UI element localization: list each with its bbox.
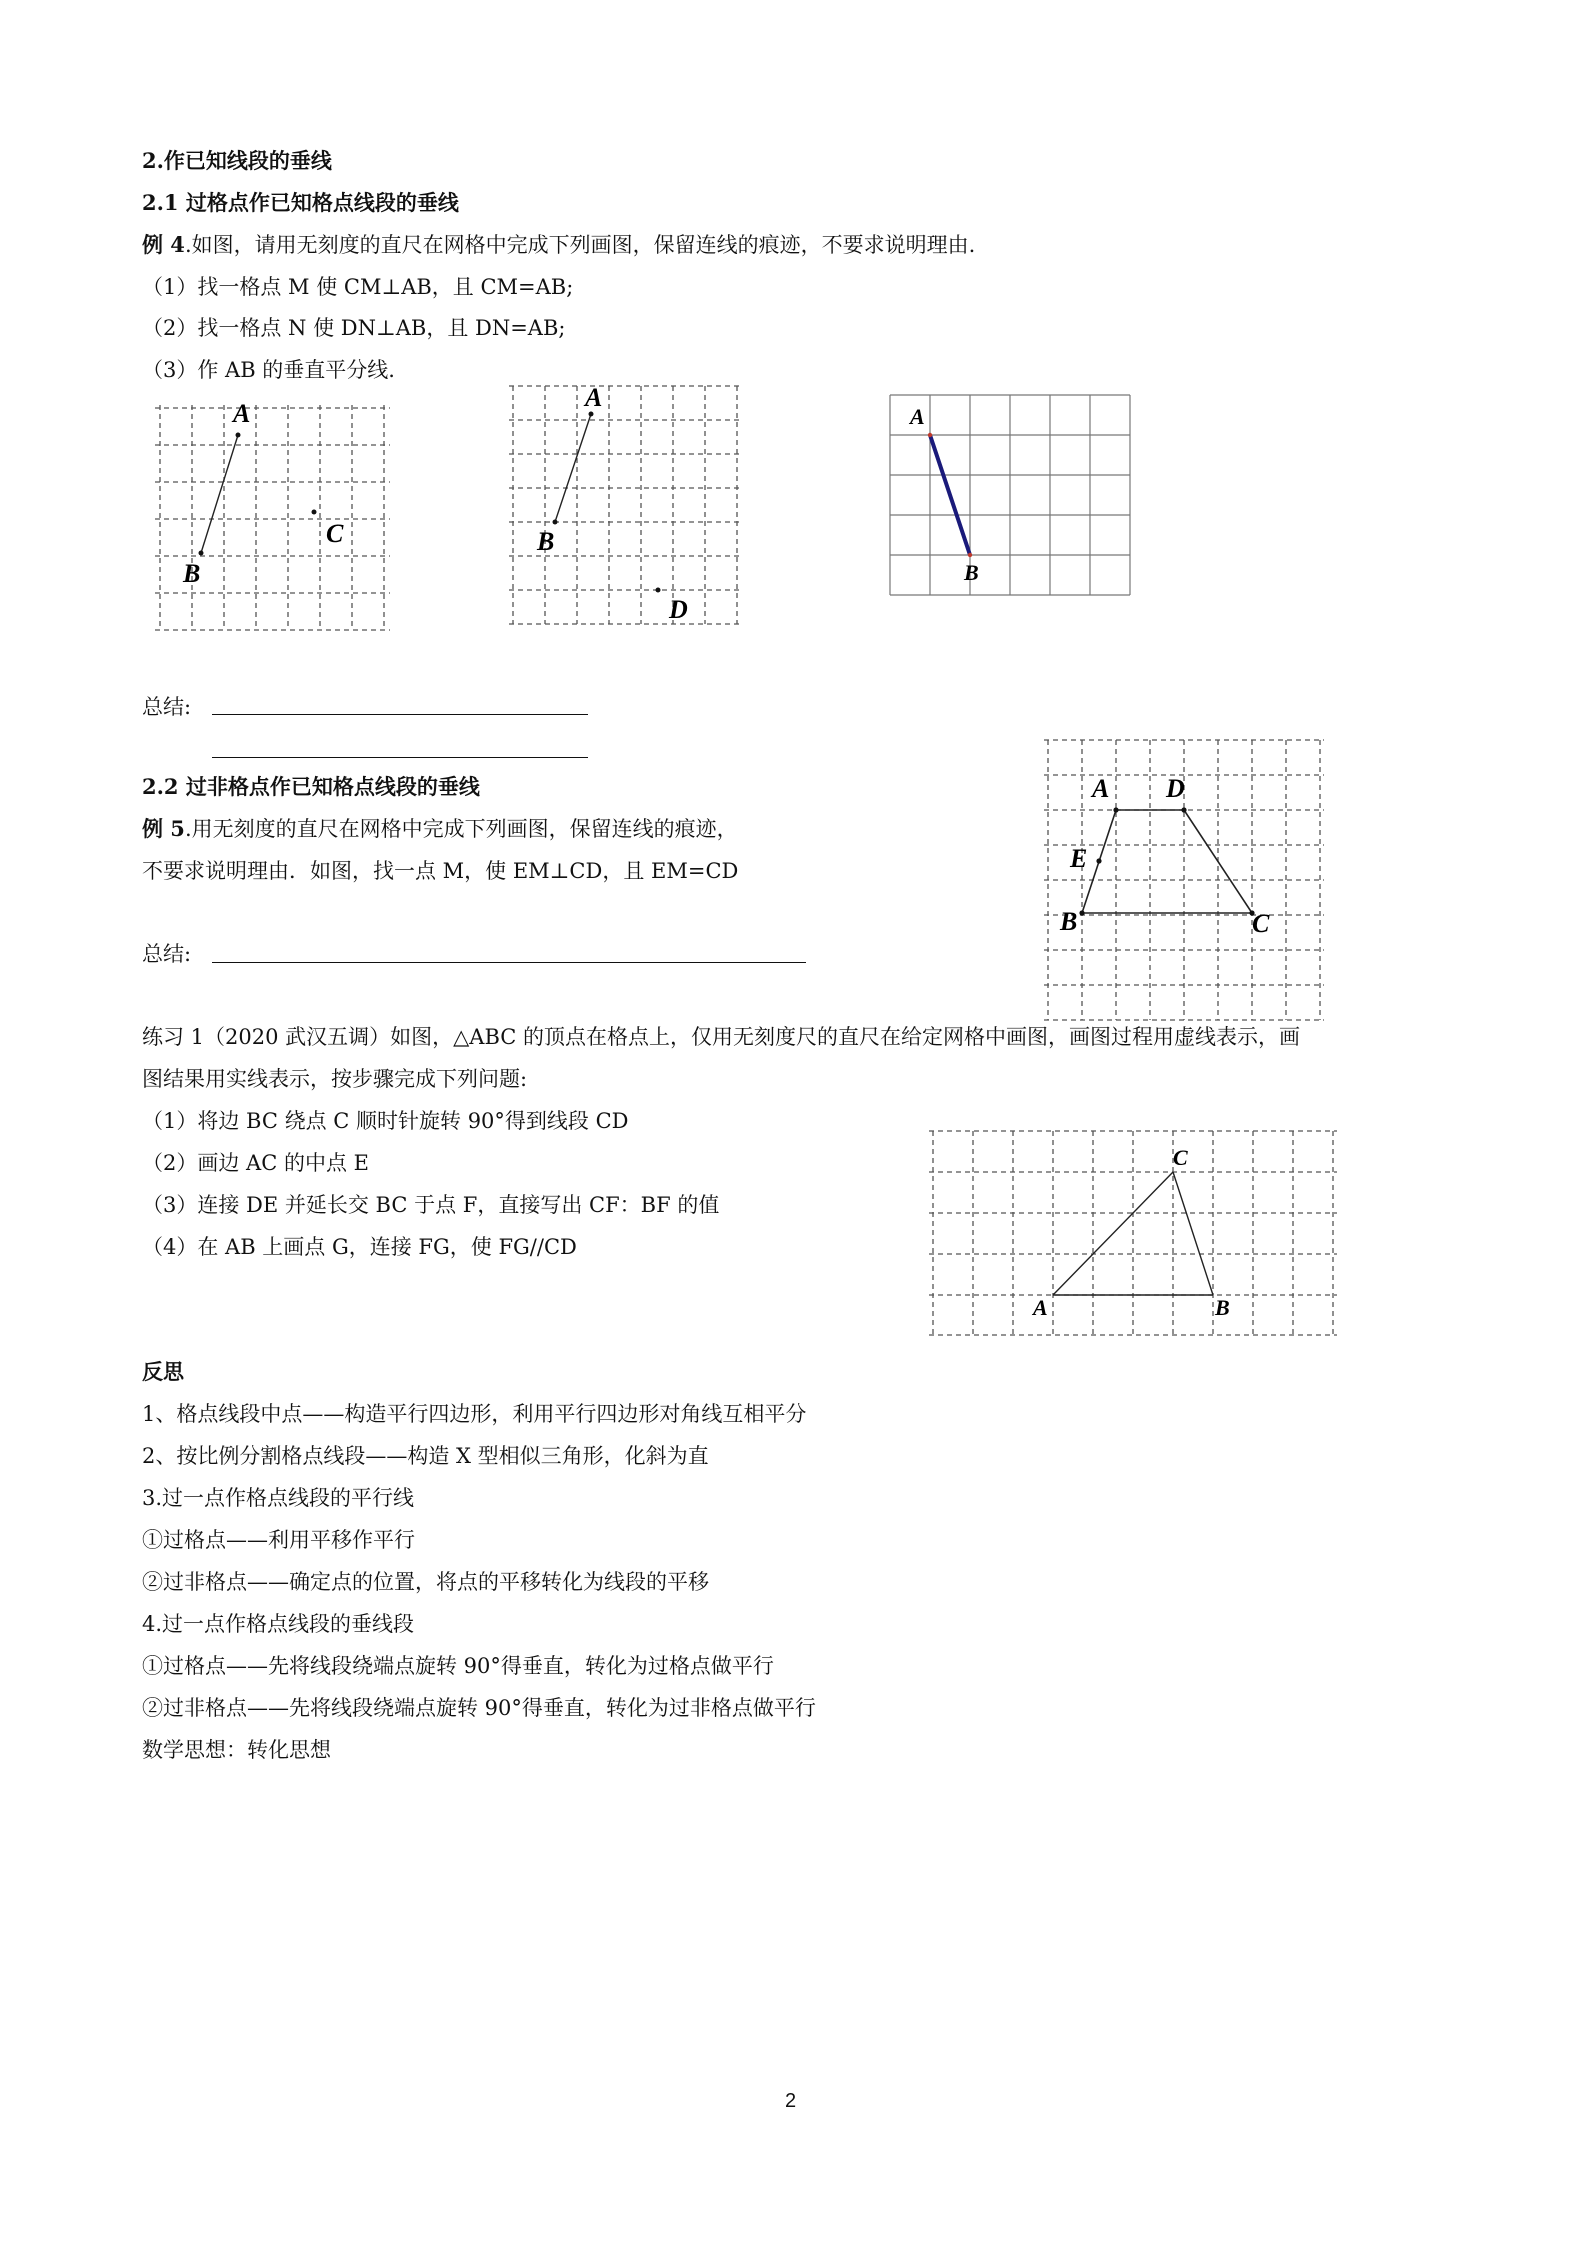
figure-3-grid (880, 390, 1140, 605)
practice-item-4: （4）在 AB 上画点 G，连接 FG，使 FG//CD (142, 1235, 577, 1259)
example-4-text (142, 230, 975, 260)
figure-4-grid (1040, 735, 1335, 1025)
fig3-label-b: B (964, 560, 979, 585)
fig1-label-a: A (233, 399, 251, 428)
reflection-line-8: ②过非格点——先将线段绕端点旋转 90°得垂直，转化为过非格点做平行 (142, 1696, 816, 1720)
practice-1-line-2: 图结果用实线表示，按步骤完成下列问题: (142, 1067, 528, 1091)
figure-5-grid (925, 1125, 1345, 1340)
example-5-text (142, 814, 738, 844)
reflection-title: 反思 (142, 1359, 184, 1384)
example-5-label: 例 5 (142, 816, 185, 841)
subsection-title-2-2: 2.2 过非格点作已知格点线段的垂线 (142, 774, 480, 799)
reflection-line-4: ①过格点——利用平移作平行 (142, 1528, 415, 1552)
reflection-line-2: 2、按比例分割格点线段——构造 X 型相似三角形，化斜为直 (142, 1444, 709, 1468)
practice-1-line-1: 练习 1（2020 武汉五调）如图，△ABC 的顶点在格点上，仅用无刻度尺的直尺在给定网格中画图，画图过程用虚线表示，画 (142, 1025, 1301, 1049)
fig1-label-c: C (326, 519, 344, 548)
reflection-line-3: 3.过一点作格点线段的平行线 (142, 1486, 415, 1510)
ex4-item-3: （3）作 AB 的垂直平分线. (142, 358, 395, 382)
reflection-line-7: ①过格点——先将线段绕端点旋转 90°得垂直，转化为过格点做平行 (142, 1654, 774, 1678)
fig2-label-a: A (585, 383, 603, 412)
reflection-line-9: 数学思想：转化思想 (142, 1738, 331, 1762)
figure-1-grid (150, 400, 400, 635)
summary-1-line-1 (212, 714, 588, 715)
page-number: 2 (785, 2090, 797, 2112)
summary-1-label: 总结: (142, 695, 192, 719)
reflection-line-1: 1、格点线段中点——构造平行四边形，利用平行四边形对角线互相平分 (142, 1402, 807, 1426)
ex4-item-2: （2）找一格点 N 使 DN⊥AB，且 DN=AB; (142, 316, 566, 340)
subsection-title-2-1: 2.1 过格点作已知格点线段的垂线 (142, 190, 459, 215)
figure-2-grid (505, 378, 745, 628)
summary-2-line (212, 962, 806, 963)
fig4-label-c: C (1252, 909, 1270, 938)
example-4-body: .如图，请用无刻度的直尺在网格中完成下列画图，保留连线的痕迹，不要求说明理由. (184, 233, 976, 257)
fig4-label-a: A (1092, 774, 1110, 803)
fig5-label-c: C (1173, 1145, 1188, 1170)
reflection-line-5: ②过非格点——确定点的位置，将点的平移转化为线段的平移 (142, 1570, 709, 1594)
reflection-line-6: 4.过一点作格点线段的垂线段 (142, 1612, 415, 1636)
example-4-label: 例 4 (142, 232, 185, 257)
fig4-label-d: D (1166, 774, 1185, 803)
fig4-label-b: B (1060, 907, 1078, 936)
fig5-label-b: B (1215, 1295, 1230, 1320)
practice-item-2: （2）画边 AC 的中点 E (142, 1151, 369, 1175)
ex4-item-1: （1）找一格点 M 使 CM⊥AB，且 CM=AB; (142, 275, 574, 299)
fig5-label-a: A (1033, 1295, 1048, 1320)
example-5-body: .用无刻度的直尺在网格中完成下列画图，保留连线的痕迹， (184, 817, 738, 841)
fig4-label-e: E (1070, 844, 1088, 873)
fig3-segment-ab (930, 435, 970, 555)
fig3-label-a: A (910, 404, 925, 429)
fig2-label-b: B (537, 527, 555, 556)
practice-item-3: （3）连接 DE 并延长交 BC 于点 F，直接写出 CF：BF 的值 (142, 1193, 720, 1217)
practice-item-1: （1）将边 BC 绕点 C 顺时针旋转 90°得到线段 CD (142, 1109, 629, 1133)
section-title: 2.作已知线段的垂线 (142, 148, 332, 173)
example-5-text-2: 不要求说明理由．如图，找一点 M，使 EM⊥CD，且 EM=CD (142, 859, 739, 883)
summary-1-line-2 (212, 757, 588, 758)
fig2-label-d: D (669, 595, 688, 624)
fig1-label-b: B (183, 559, 201, 588)
summary-2-label: 总结: (142, 942, 192, 966)
